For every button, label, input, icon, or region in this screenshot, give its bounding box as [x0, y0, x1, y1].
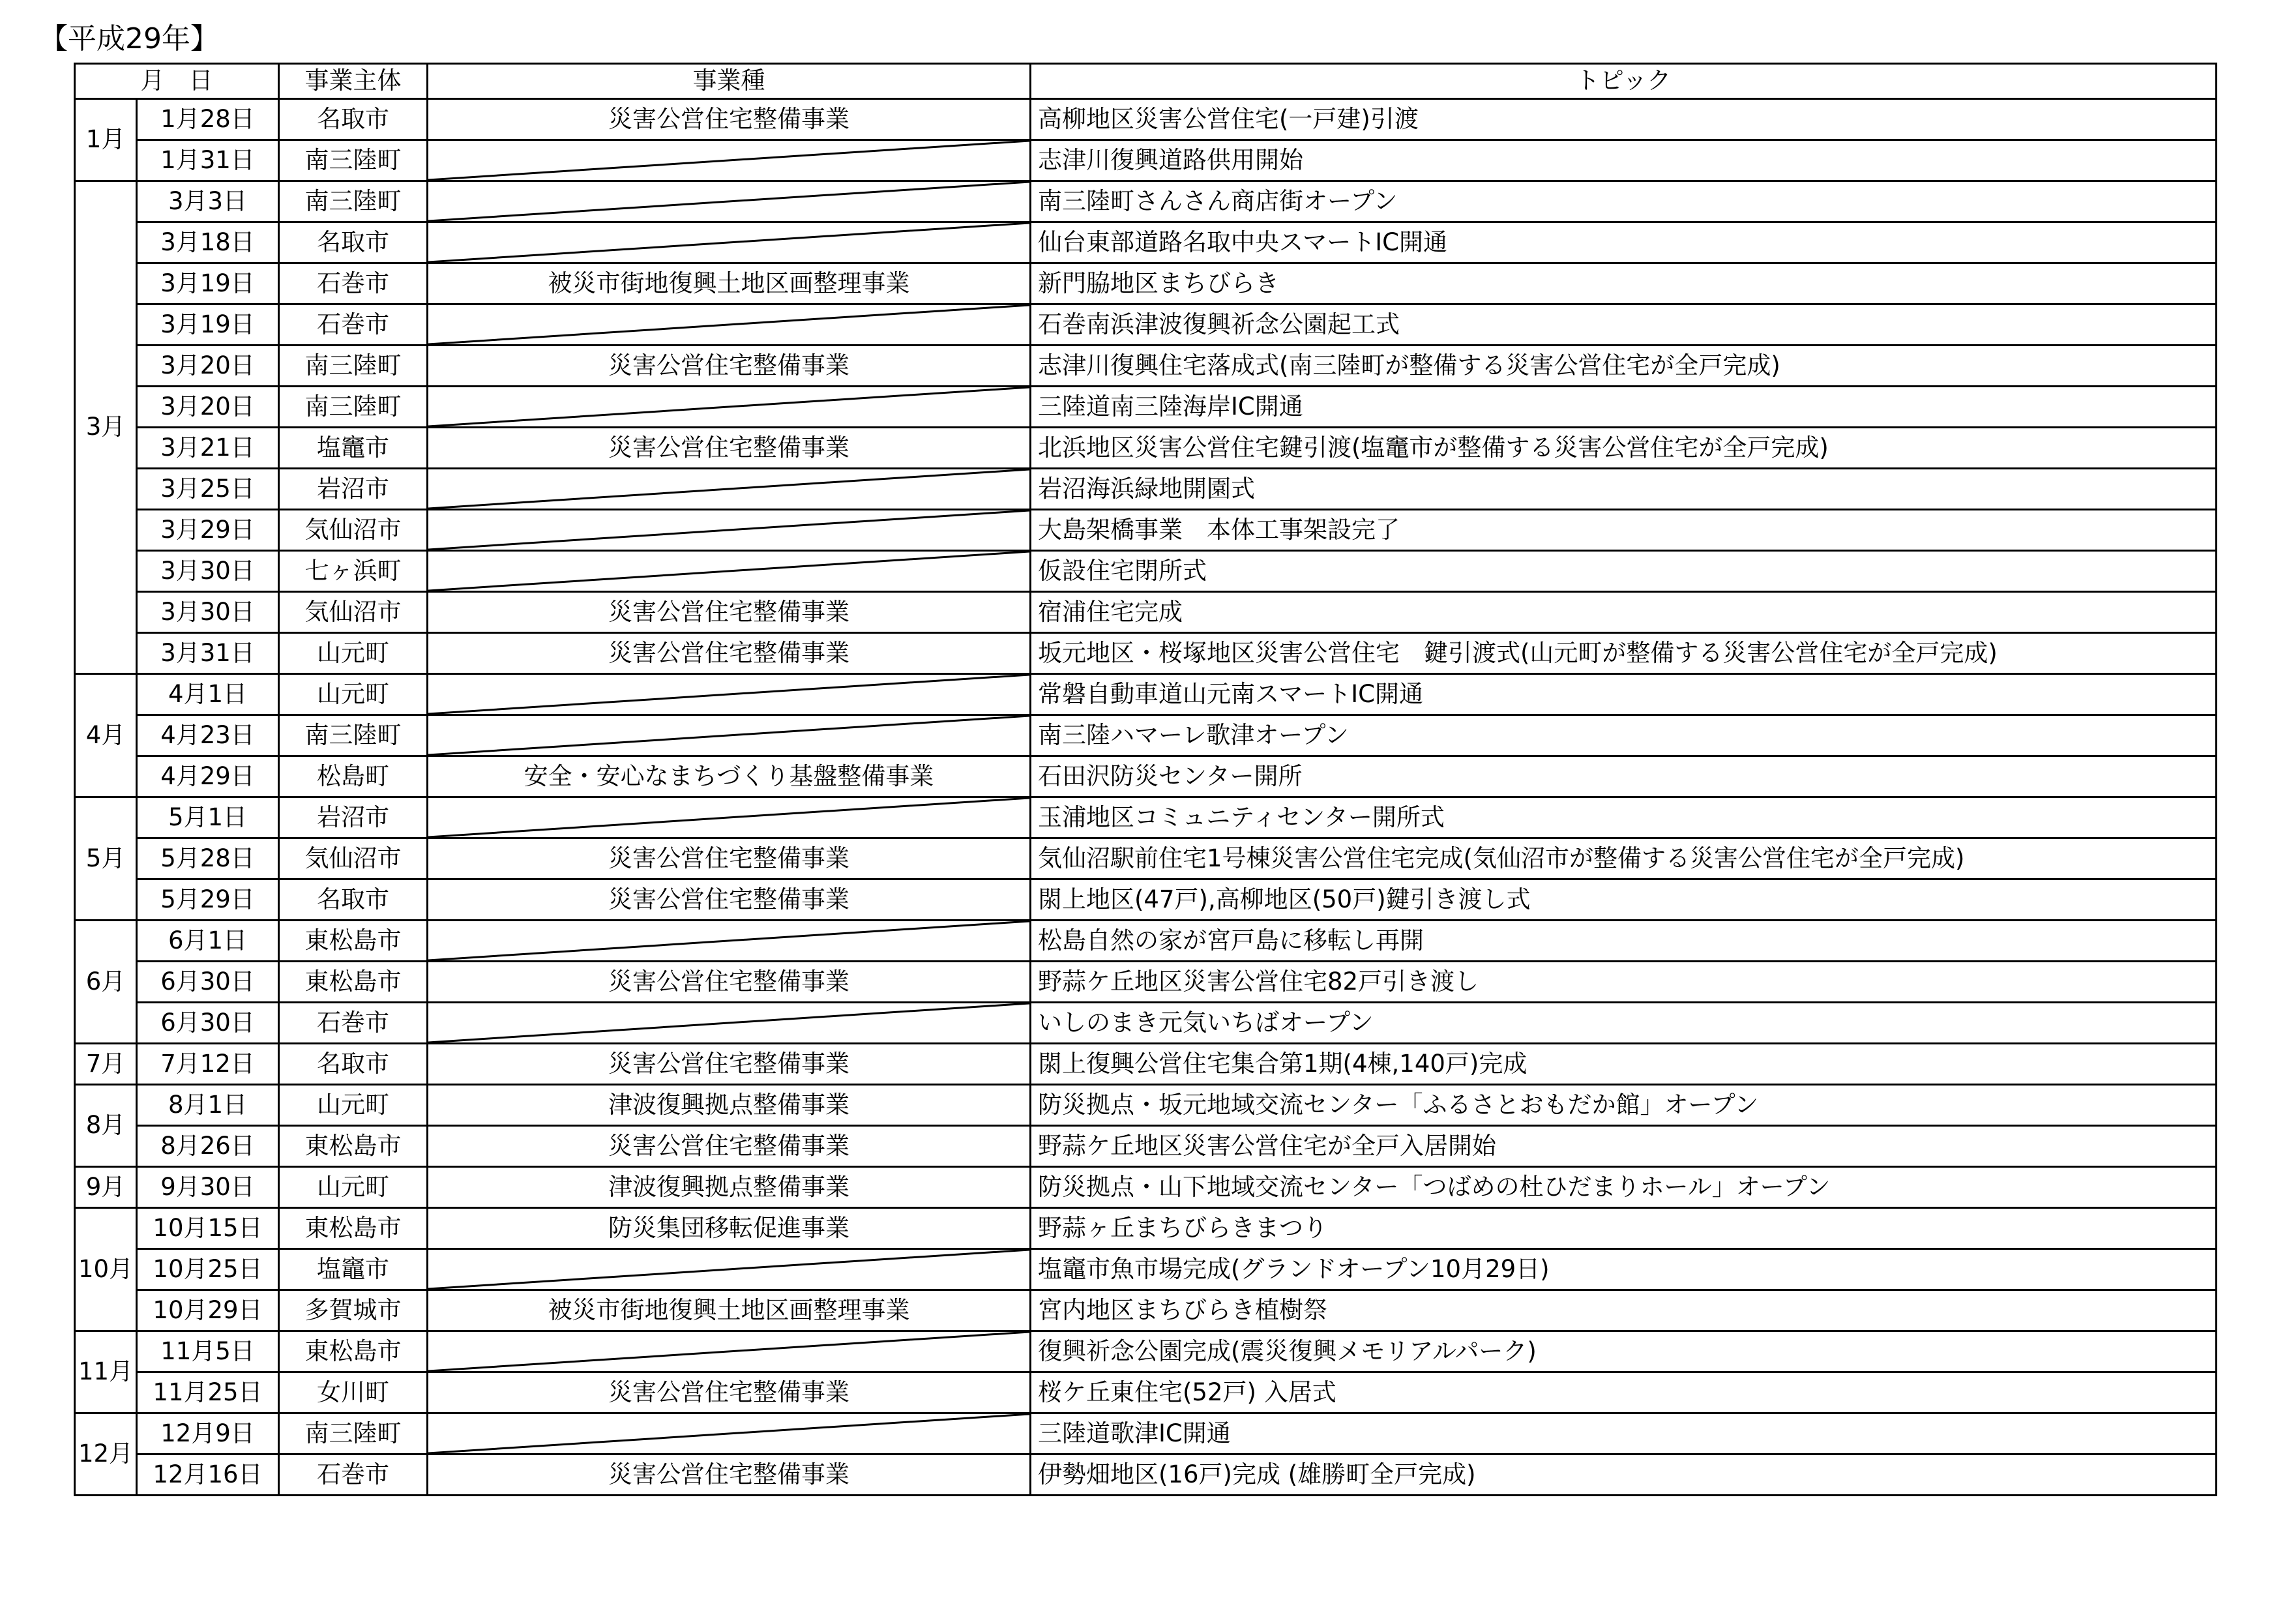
project-type-cell: 被災市街地復興土地区画整理事業 [428, 263, 1031, 304]
project-type-cell [428, 921, 1031, 962]
table-row [75, 346, 2217, 387]
project-type-cell [428, 551, 1031, 592]
table-row [75, 674, 2217, 715]
date-cell: 7月12日 [137, 1044, 279, 1085]
date-cell: 4月23日 [137, 715, 279, 756]
table-row [75, 510, 2217, 551]
entity-cell: 名取市 [279, 1044, 428, 1085]
entity-cell: 石巻市 [279, 304, 428, 346]
project-type-cell: 災害公営住宅整備事業 [428, 428, 1031, 469]
entity-cell: 多賀城市 [279, 1290, 428, 1331]
entity-cell: 岩沼市 [279, 469, 428, 510]
entity-cell: 東松島市 [279, 962, 428, 1003]
project-type-cell: 災害公営住宅整備事業 [428, 1454, 1031, 1496]
entity-cell: 岩沼市 [279, 797, 428, 838]
table-body [75, 99, 2217, 1496]
topic-cell: 大島架橋事業 本体工事架設完了 [1031, 510, 2217, 551]
topic-cell: 復興祈念公園完成(震災復興メモリアルパーク) [1031, 1331, 2217, 1372]
date-cell: 5月28日 [137, 838, 279, 879]
date-cell: 3月30日 [137, 592, 279, 633]
date-cell: 6月1日 [137, 921, 279, 962]
topic-cell: 岩沼海浜緑地開園式 [1031, 469, 2217, 510]
table-row [75, 1003, 2217, 1044]
date-cell: 3月30日 [137, 551, 279, 592]
table-row [75, 1126, 2217, 1167]
entity-cell: 東松島市 [279, 921, 428, 962]
date-cell: 9月30日 [137, 1167, 279, 1208]
project-type-cell: 津波復興拠点整備事業 [428, 1085, 1031, 1126]
page-title: 【平成29年】 [39, 22, 219, 55]
table-row [75, 1208, 2217, 1249]
topic-cell: 石巻南浜津波復興祈念公園起工式 [1031, 304, 2217, 346]
entity-cell: 山元町 [279, 1167, 428, 1208]
table-row [75, 304, 2217, 346]
table-row [75, 263, 2217, 304]
date-cell: 6月30日 [137, 962, 279, 1003]
month-cell: 12月 [75, 1413, 137, 1496]
project-type-cell [428, 674, 1031, 715]
topic-cell: 仙台東部道路名取中央スマートIC開通 [1031, 222, 2217, 263]
topic-cell: 南三陸町さんさん商店街オープン [1031, 181, 2217, 222]
date-cell: 3月31日 [137, 633, 279, 674]
table-row [75, 551, 2217, 592]
project-type-cell: 被災市街地復興土地区画整理事業 [428, 1290, 1031, 1331]
entity-cell: 山元町 [279, 1085, 428, 1126]
table-row [75, 1413, 2217, 1454]
topic-cell: 防災拠点・山下地域交流センター「つばめの杜ひだまりホール」オープン [1031, 1167, 2217, 1208]
entity-cell: 石巻市 [279, 263, 428, 304]
topic-cell: 北浜地区災害公営住宅鍵引渡(塩竈市が整備する災害公営住宅が全戸完成) [1031, 428, 2217, 469]
topic-cell: 宮内地区まちびらき植樹祭 [1031, 1290, 2217, 1331]
date-cell: 3月29日 [137, 510, 279, 551]
table-row [75, 1290, 2217, 1331]
date-cell: 10月29日 [137, 1290, 279, 1331]
date-cell: 12月16日 [137, 1454, 279, 1496]
date-cell: 3月20日 [137, 387, 279, 428]
events-table [74, 63, 2217, 1496]
date-cell: 3月20日 [137, 346, 279, 387]
date-cell: 8月26日 [137, 1126, 279, 1167]
date-cell: 3月19日 [137, 304, 279, 346]
entity-cell: 山元町 [279, 633, 428, 674]
date-cell: 6月30日 [137, 1003, 279, 1044]
date-cell: 1月31日 [137, 140, 279, 181]
table-row [75, 1085, 2217, 1126]
table-row [75, 222, 2217, 263]
project-type-cell: 災害公営住宅整備事業 [428, 1372, 1031, 1413]
entity-cell: 名取市 [279, 99, 428, 140]
topic-cell: 高柳地区災害公営住宅(一戸建)引渡 [1031, 99, 2217, 140]
topic-cell: 気仙沼駅前住宅1号棟災害公営住宅完成(気仙沼市が整備する災害公営住宅が全戸完成) [1031, 838, 2217, 879]
header-topic: トピック [1031, 64, 2217, 99]
month-cell: 6月 [75, 921, 137, 1044]
project-type-cell [428, 304, 1031, 346]
project-type-cell [428, 469, 1031, 510]
entity-cell: 塩竈市 [279, 1249, 428, 1290]
topic-cell: 野蒜ヶ丘まちびらきまつり [1031, 1208, 2217, 1249]
table-row [75, 140, 2217, 181]
table-row [75, 592, 2217, 633]
project-type-cell [428, 140, 1031, 181]
project-type-cell: 防災集団移転促進事業 [428, 1208, 1031, 1249]
events-table-container [74, 63, 2215, 1496]
date-cell: 3月19日 [137, 263, 279, 304]
project-type-cell: 災害公営住宅整備事業 [428, 1126, 1031, 1167]
entity-cell: 南三陸町 [279, 346, 428, 387]
topic-cell: 坂元地区・桜塚地区災害公営住宅 鍵引渡式(山元町が整備する災害公営住宅が全戸完成) [1031, 633, 2217, 674]
table-row [75, 1454, 2217, 1496]
topic-cell: 新門脇地区まちびらき [1031, 263, 2217, 304]
topic-cell: 三陸道南三陸海岸IC開通 [1031, 387, 2217, 428]
entity-cell: 東松島市 [279, 1208, 428, 1249]
entity-cell: 七ヶ浜町 [279, 551, 428, 592]
topic-cell: 南三陸ハマーレ歌津オープン [1031, 715, 2217, 756]
month-cell: 10月 [75, 1208, 137, 1331]
table-row [75, 181, 2217, 222]
entity-cell: 山元町 [279, 674, 428, 715]
table-row [75, 428, 2217, 469]
month-cell: 1月 [75, 99, 137, 181]
topic-cell: 三陸道歌津IC開通 [1031, 1413, 2217, 1454]
entity-cell: 東松島市 [279, 1331, 428, 1372]
topic-cell: 桜ケ丘東住宅(52戸) 入居式 [1031, 1372, 2217, 1413]
table-row [75, 1249, 2217, 1290]
entity-cell: 気仙沼市 [279, 838, 428, 879]
entity-cell: 塩竈市 [279, 428, 428, 469]
entity-cell: 気仙沼市 [279, 510, 428, 551]
entity-cell: 石巻市 [279, 1003, 428, 1044]
table-row [75, 756, 2217, 797]
table-row [75, 1372, 2217, 1413]
table-row [75, 1044, 2217, 1085]
project-type-cell: 津波復興拠点整備事業 [428, 1167, 1031, 1208]
month-cell: 5月 [75, 797, 137, 921]
date-cell: 8月1日 [137, 1085, 279, 1126]
project-type-cell [428, 387, 1031, 428]
project-type-cell: 災害公営住宅整備事業 [428, 962, 1031, 1003]
entity-cell: 名取市 [279, 222, 428, 263]
entity-cell: 気仙沼市 [279, 592, 428, 633]
topic-cell: 常磐自動車道山元南スマートIC開通 [1031, 674, 2217, 715]
topic-cell: 閖上復興公営住宅集合第1期(4棟,140戸)完成 [1031, 1044, 2217, 1085]
entity-cell: 石巻市 [279, 1454, 428, 1496]
month-cell: 8月 [75, 1085, 137, 1167]
header-type: 事業種 [428, 64, 1031, 99]
date-cell: 3月25日 [137, 469, 279, 510]
topic-cell: 伊勢畑地区(16戸)完成 (雄勝町全戸完成) [1031, 1454, 2217, 1496]
project-type-cell: 安全・安心なまちづくり基盤整備事業 [428, 756, 1031, 797]
project-type-cell: 災害公営住宅整備事業 [428, 592, 1031, 633]
project-type-cell [428, 510, 1031, 551]
month-cell: 7月 [75, 1044, 137, 1085]
entity-cell: 女川町 [279, 1372, 428, 1413]
table-row [75, 1167, 2217, 1208]
topic-cell: 宿浦住宅完成 [1031, 592, 2217, 633]
project-type-cell: 災害公営住宅整備事業 [428, 1044, 1031, 1085]
project-type-cell: 災害公営住宅整備事業 [428, 879, 1031, 921]
table-row [75, 469, 2217, 510]
project-type-cell: 災害公営住宅整備事業 [428, 633, 1031, 674]
table-row [75, 921, 2217, 962]
entity-cell: 南三陸町 [279, 715, 428, 756]
project-type-cell: 災害公営住宅整備事業 [428, 346, 1031, 387]
topic-cell: 志津川復興住宅落成式(南三陸町が整備する災害公営住宅が全戸完成) [1031, 346, 2217, 387]
entity-cell: 南三陸町 [279, 140, 428, 181]
table-row [75, 633, 2217, 674]
project-type-cell [428, 1413, 1031, 1454]
entity-cell: 南三陸町 [279, 387, 428, 428]
topic-cell: 松島自然の家が宮戸島に移転し再開 [1031, 921, 2217, 962]
date-cell: 3月18日 [137, 222, 279, 263]
table-row [75, 962, 2217, 1003]
date-cell: 5月29日 [137, 879, 279, 921]
entity-cell: 松島町 [279, 756, 428, 797]
entity-cell: 東松島市 [279, 1126, 428, 1167]
table-row [75, 797, 2217, 838]
date-cell: 4月1日 [137, 674, 279, 715]
date-cell: 12月9日 [137, 1413, 279, 1454]
table-row [75, 879, 2217, 921]
header-date: 月 日 [75, 64, 279, 99]
entity-cell: 南三陸町 [279, 181, 428, 222]
topic-cell: 仮設住宅閉所式 [1031, 551, 2217, 592]
date-cell: 5月1日 [137, 797, 279, 838]
project-type-cell: 災害公営住宅整備事業 [428, 838, 1031, 879]
month-cell: 11月 [75, 1331, 137, 1413]
topic-cell: 野蒜ケ丘地区災害公営住宅が全戸入居開始 [1031, 1126, 2217, 1167]
date-cell: 11月25日 [137, 1372, 279, 1413]
month-cell: 4月 [75, 674, 137, 797]
entity-cell: 南三陸町 [279, 1413, 428, 1454]
topic-cell: 防災拠点・坂元地域交流センター「ふるさとおもだか館」オープン [1031, 1085, 2217, 1126]
topic-cell: 閖上地区(47戸),高柳地区(50戸)鍵引き渡し式 [1031, 879, 2217, 921]
month-cell: 9月 [75, 1167, 137, 1208]
table-row [75, 838, 2217, 879]
date-cell: 11月5日 [137, 1331, 279, 1372]
topic-cell: 野蒜ケ丘地区災害公営住宅82戸引き渡し [1031, 962, 2217, 1003]
date-cell: 3月21日 [137, 428, 279, 469]
date-cell: 10月25日 [137, 1249, 279, 1290]
date-cell: 1月28日 [137, 99, 279, 140]
table-row [75, 99, 2217, 140]
project-type-cell [428, 181, 1031, 222]
topic-cell: いしのまき元気いちばオープン [1031, 1003, 2217, 1044]
topic-cell: 塩竈市魚市場完成(グランドオープン10月29日) [1031, 1249, 2217, 1290]
topic-cell: 志津川復興道路供用開始 [1031, 140, 2217, 181]
topic-cell: 玉浦地区コミュニティセンター開所式 [1031, 797, 2217, 838]
project-type-cell [428, 797, 1031, 838]
date-cell: 3月3日 [137, 181, 279, 222]
date-cell: 4月29日 [137, 756, 279, 797]
table-row [75, 1331, 2217, 1372]
project-type-cell [428, 1003, 1031, 1044]
entity-cell: 名取市 [279, 879, 428, 921]
project-type-cell [428, 1331, 1031, 1372]
header-row [75, 64, 2217, 99]
table-row [75, 387, 2217, 428]
header-entity: 事業主体 [279, 64, 428, 99]
project-type-cell [428, 715, 1031, 756]
table-row [75, 715, 2217, 756]
project-type-cell [428, 222, 1031, 263]
project-type-cell [428, 1249, 1031, 1290]
month-cell: 3月 [75, 181, 137, 674]
project-type-cell: 災害公営住宅整備事業 [428, 99, 1031, 140]
topic-cell: 石田沢防災センター開所 [1031, 756, 2217, 797]
date-cell: 10月15日 [137, 1208, 279, 1249]
